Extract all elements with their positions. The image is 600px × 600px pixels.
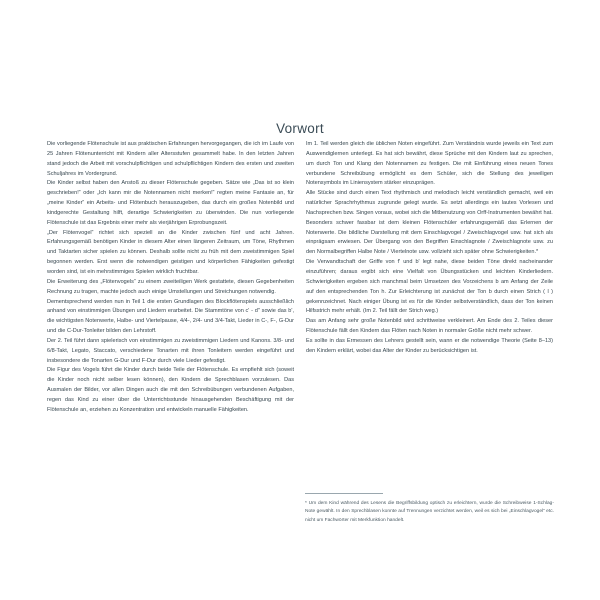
footnote-block (305, 493, 554, 525)
left-column (47, 140, 294, 416)
paragraph: Es sollte in das Ermessen des Lehrers gestellt sein, wann er die notwendige Theorie (Seite 8–13) den Kindern erklärt, wobei das Alter der Kinder zu berücksichtigen ist. (306, 337, 553, 354)
paragraph: Die Erweiterung des „Flötenvogels“ zu einem zweiteiligen Werk gestattete, diesen Gegebenheiten Rechnung zu tragen, machte jedoch auch einige Umstellungen und Streichungen notwendig. (47, 278, 294, 295)
paragraph: „Der Flötenvogel“ richtet sich speziell an die Kinder zwischen fünf und acht Jahren. Erfahrungsgemäß benötigen Kinder in diesem Alter einen längeren Zeitraum, um Töne, Rhythmen und Taktarten sicher spielen zu können. Deshalb sollte nicht zu früh mit dem zweistimmigen Spiel begonnen werden. Erst wenn die notwendigen geistigen und körperlichen Fähigkeiten gefestigt worden sind, ist ein mehrstimmiges Spielen wirklich fruchtbar. (47, 229, 294, 275)
footnote-divider (305, 493, 383, 494)
footnote-text: * Um dem Kind während des Lesens die Begriffsbildung optisch zu erleichtern, wurde die Schreibweise 1-Schlag-Note gewählt. In den Sprechblasen konnte auf Trennungen verzichtet werden, weil es sich bei „Einschlagvogel“ etc. nicht um Fachwörter mit Merkfunktion handelt. (305, 501, 554, 523)
two-column-body (47, 140, 553, 416)
paragraph: Die Verwandtschaft der Griffe von f' und b' legt nahe, diese beiden Töne direkt nacheinander einzuführen; daraus ergibt sich eine Vielfalt von Übungsstücken und leichten Kinderliedern. Schwierigkeiten ergeben sich manchmal beim Umsetzen des Vorzeichens b am Anfang der Zeile auf den entsprechenden Ton h. Zur Erleichterung ist zunächst der Ton b durch einen Strich ( l ) gekennzeichnet. Nach einiger Übung ist es für die Kinder selbstverständlich, dass der Ton keinen Hilfsstrich mehr erhält. (Im 2. Teil fällt der Strich weg.) (306, 259, 553, 315)
paragraph: Die Figur des Vogels führt die Kinder durch beide Teile der Flötenschule. Es empfiehlt sich (soweit die Kinder noch nicht selber lesen können), den Kindern die Sprechblasen vorzulesen. Das Ausmalen der Bilder, vor allen Dingen auch die mit den Schreibübungen verbundenen Aufgaben, regen das Kind zu einer über die Unterrichtsstunde hinausgehenden Beschäftigung mit der Flötenschule an, erziehen zu Konzentration und entwickeln manuelle Fähigkeiten. (47, 367, 294, 413)
page-title: Vorwort (276, 121, 324, 137)
paragraph: Die vorliegende Flötenschule ist aus praktischen Erfahrungen hervorgegangen, die ich im Laufe von 25 Jahren Flötenunterricht mit Kindern aller Altersstufen gesammelt habe. In den letzten Jahren stand jedoch die Arbeit mit vorschulpflichtigen und schulpflichtigen Kindern des ersten und zweiten Schuljahres im Vordergrund. (47, 141, 294, 177)
paragraph: Der 2. Teil führt dann spielerisch von einstimmigen zu zweistimmigen Liedern und Kanons. 3/8- und 6/8-Takt, Legato, Staccato, verschiedene Tonarten mit ihren Tonleitern werden eingeführt und insbesondere die Tonarten G-Dur und F-Dur durch viele Lieder gefestigt. (47, 337, 294, 364)
paragraph: Dementsprechend werden nun in Teil 1 die ersten Grundlagen des Blockflötenspiels ausschließlich anhand von einstimmigen Übungen und Liedern erarbeitet. Die Stammtöne von c' - d'' sowie das b', die wichtigsten Notenwerte, Halbe- und Viertelpause, 4/4-, 2/4- und 3/4-Takt, Lieder in C-, F-, G-Dur und die C-Dur-Tonleiter bilden den Lehrstoff. (47, 298, 294, 335)
paragraph: Alle Stücke sind durch einen Text rhythmisch und melodisch leicht verständlich gemacht, weil ein natürlicher Sprachrhythmus zugrunde gelegt wurde. Es setzt allerdings ein lautes Vorlesen und Nachsprechen bzw. Singen voraus, wobei sich die Mitbenutzung von Orff-Instrumenten bewährt hat. (306, 190, 553, 216)
paragraph: Im 1. Teil werden gleich die üblichen Noten eingeführt. Zum Verständnis wurde jeweils ein Text zum Auswendiglernen unterlegt. Es hat sich bewährt, diese Sprüche mit den Kindern laut zu sprechen, um durch Ton und Klang den Notennamen zu festigen. Die mit Einführung eines neuen Tones verbundene Schreibübung ermöglicht es dem Schüler, sich die Stellung des jeweiligen Notensymbols im Liniensystem stärker einzuprägen. (306, 141, 553, 187)
paragraph: Die Kinder selbst haben den Anstoß zu dieser Flötenschule gegeben. Sätze wie „Das ist so klein geschrieben!“ oder „Ich kann mir die Notennamen nicht merken!“ regten meine Fantasie an, für „meine Kinder“ ein Arbeits- und Flötenbuch herauszugeben, das durch ein großes Notenbild und kindgerechte Gestaltung hilft, derartige Schwierigkeiten zu überwinden. Die nun vorliegende Flötenschule ist das Ergebnis einer mehr als vierjährigen Erprobungszeit. (47, 180, 294, 226)
paragraph: Das am Anfang sehr große Notenbild wird schrittweise verkleinert. Am Ende des 2. Teiles dieser Flötenschule fällt den Kindern das Flöten nach Noten in normaler Größe nicht mehr schwer. (306, 318, 553, 335)
paragraph: Besonders schwer fassbar ist dem kleinen Flötenschüler erfahrungsgemäß das Erlernen der Notenwerte. Die bildliche Darstellung mit dem Einschlagvogel / Zweischlagvogel usw. hat sich als einprägsam erwiesen. Der Übergang von den Begriffen Einschlagnote / Zweischlagnote usw. zu den Normalbegriffen Halbe Note / Viertelnote usw. vollzieht sich später ohne Schwierigkeiten.* (306, 219, 553, 256)
right-column (306, 140, 553, 416)
